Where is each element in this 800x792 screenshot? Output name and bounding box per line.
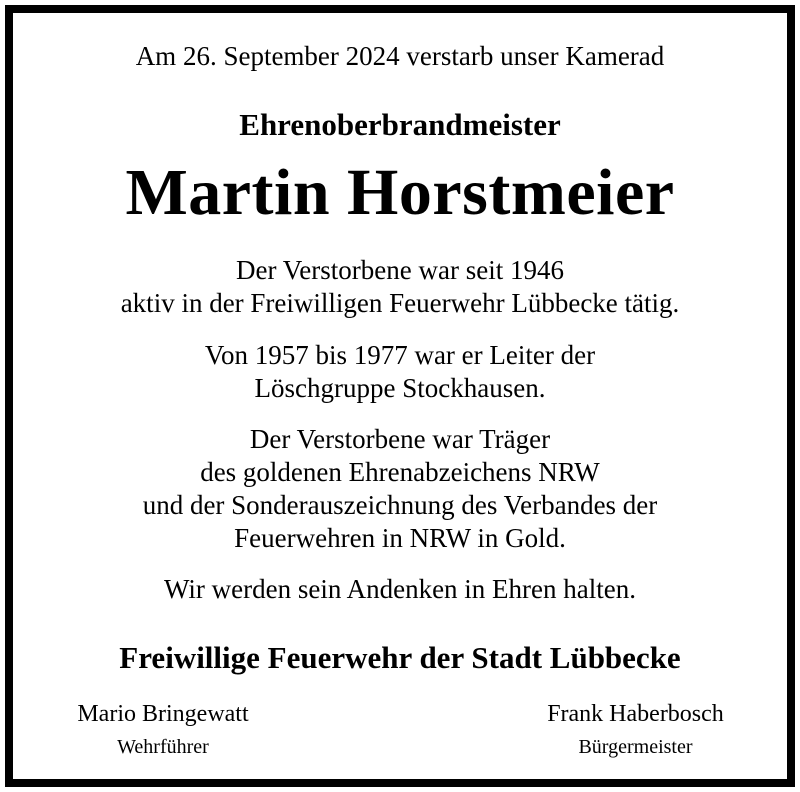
text-line: und der Sonderauszeichnung des Verbandes der xyxy=(142,490,658,520)
text-line: Feuerwehren in NRW in Gold. xyxy=(234,523,566,553)
deceased-name: Martin Horstmeier xyxy=(125,156,675,229)
text-line: Von 1957 bis 1977 war er Leiter der xyxy=(204,340,596,370)
text-line: Der Verstorbene war seit 1946 xyxy=(236,255,564,285)
text-line: Wir werden sein Andenken in Ehren halten. xyxy=(163,574,636,604)
obituary-notice xyxy=(5,5,795,787)
paragraph-remembrance xyxy=(13,573,787,606)
paragraph-honors xyxy=(13,423,787,555)
signatory-role: Bürgermeister xyxy=(578,736,693,758)
paragraph-membership xyxy=(13,254,787,320)
paragraph-leadership xyxy=(13,339,787,405)
text-line: Löschgruppe Stockhausen. xyxy=(254,373,546,403)
text-line: aktiv in der Freiwilligen Feuerwehr Lübbecke tätig. xyxy=(120,288,680,318)
signatory-right xyxy=(503,700,768,760)
signatory-name: Mario Bringewatt xyxy=(77,701,249,727)
intro-line: Am 26. September 2024 verstarb unser Kamerad xyxy=(135,41,665,71)
organization-name: Freiwillige Feuerwehr der Stadt Lübbecke xyxy=(119,640,681,675)
signatory-name: Frank Haberbosch xyxy=(547,701,724,727)
signatory-left xyxy=(38,700,288,760)
text-line: des goldenen Ehrenabzeichens NRW xyxy=(200,457,600,487)
deceased-rank: Ehrenoberbrandmeister xyxy=(239,107,561,142)
signatory-role: Wehrführer xyxy=(117,736,209,758)
text-line: Der Verstorbene war Träger xyxy=(249,424,551,454)
